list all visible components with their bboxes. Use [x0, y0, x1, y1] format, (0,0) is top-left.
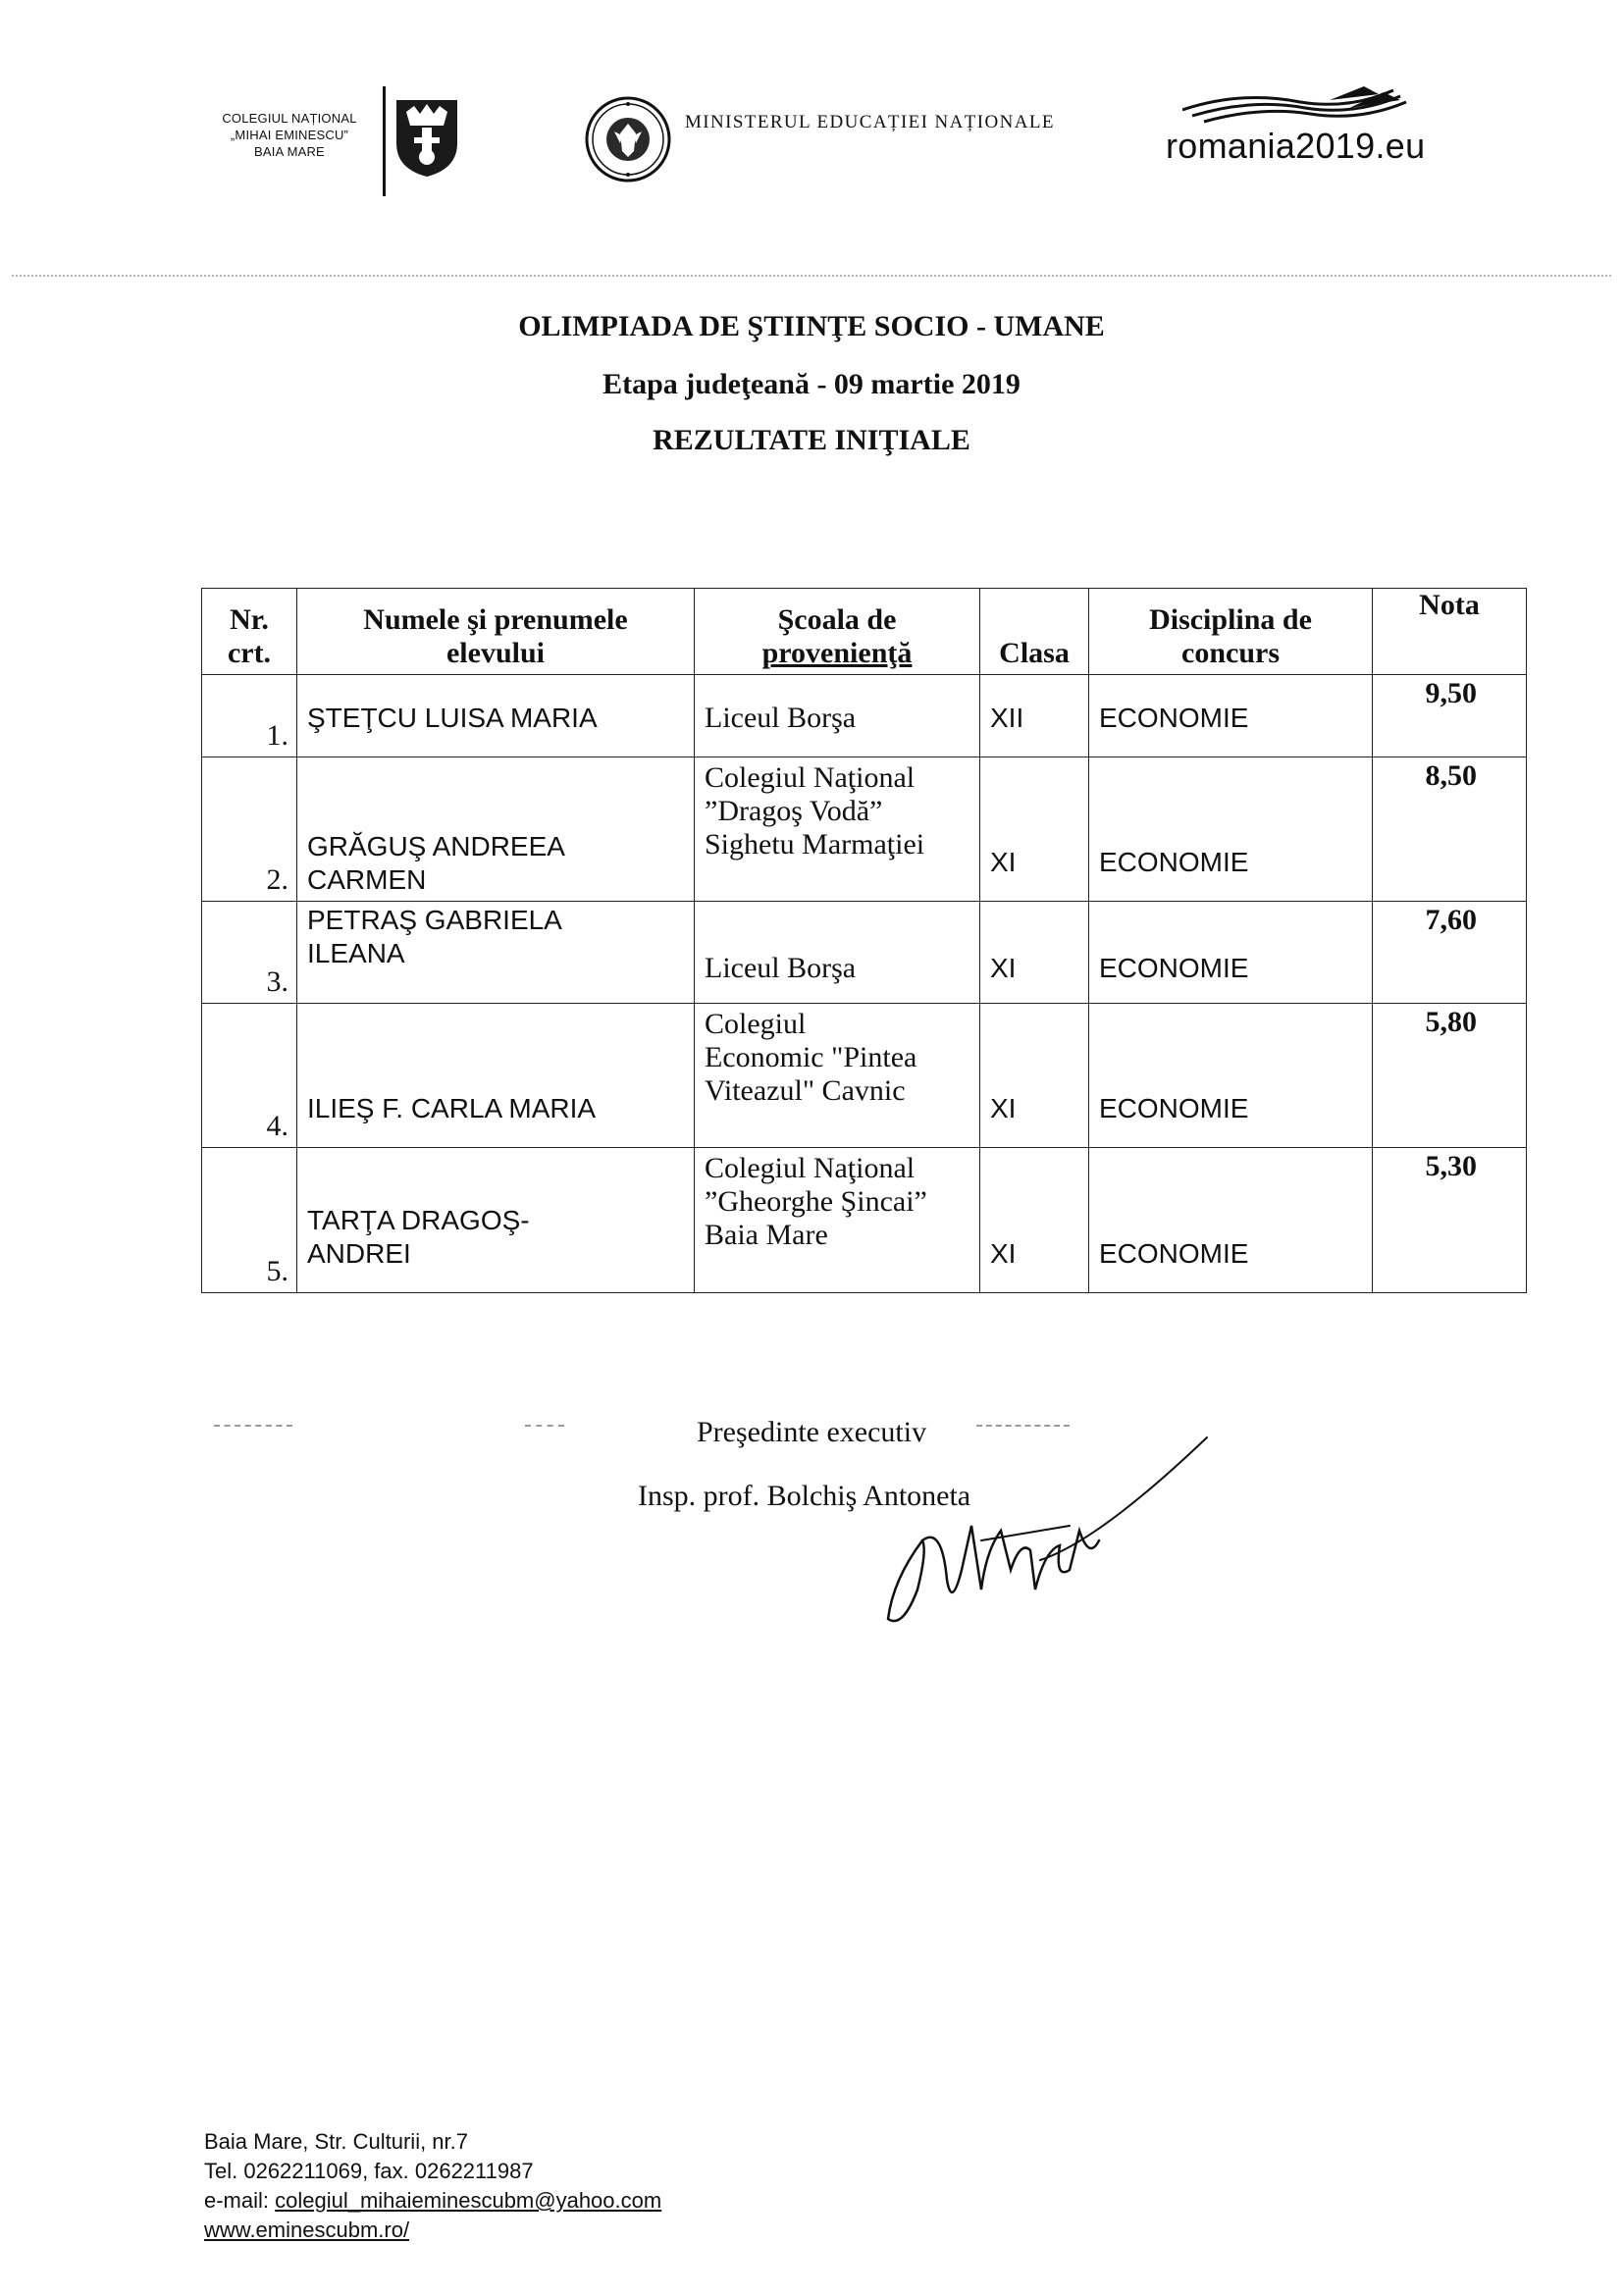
- header-text: crt.: [227, 637, 272, 669]
- table-row: [202, 1148, 1527, 1293]
- student-name-line: ILIEŞ F. CARLA MARIA: [307, 1093, 597, 1123]
- school-of-origin: [695, 757, 980, 902]
- student-name-line: PETRAŞ GABRIELA: [307, 905, 562, 935]
- scan-artifact-line: [976, 1425, 1070, 1427]
- school-line: ”Gheorghe Şincai”: [705, 1185, 927, 1218]
- row-number: 4.: [202, 1004, 297, 1148]
- school-line: ”Dragoş Vodă”: [705, 795, 883, 827]
- column-header-nr: [202, 589, 297, 675]
- scan-artifact-line: [525, 1425, 564, 1427]
- handwritten-signature: [864, 1433, 1217, 1648]
- table-row: [202, 1004, 1527, 1148]
- document-heading: REZULTATE INIŢIALE: [653, 424, 970, 456]
- table-row: [202, 675, 1527, 757]
- header-divider: [383, 86, 386, 196]
- student-name-line: ILEANA: [307, 938, 405, 968]
- discipline: ECONOMIE: [1089, 757, 1373, 902]
- results-table: [201, 588, 1527, 1293]
- footer-email-label: e-mail:: [204, 2188, 276, 2213]
- signatory-name: Insp. prof. Bolchiş Antoneta: [638, 1480, 971, 1512]
- class-grade: XI: [980, 1004, 1089, 1148]
- score: 8,50: [1373, 757, 1527, 902]
- student-name-line: ŞTEŢCU LUISA MARIA: [307, 703, 598, 733]
- row-number: 1.: [202, 675, 297, 757]
- column-header-nota: [1373, 589, 1527, 675]
- signatory-role: Preşedinte executiv: [697, 1416, 927, 1448]
- discipline: ECONOMIE: [1089, 902, 1373, 1004]
- student-name: [297, 757, 695, 902]
- header-text: Nr.: [230, 603, 269, 636]
- document-title: OLIMPIADA DE ŞTIINŢE SOCIO - UMANE: [518, 310, 1105, 342]
- school-crest-icon: [394, 98, 459, 179]
- school-name-line: „MIHAI EMINESCU”: [230, 128, 349, 142]
- school-name-line: BAIA MARE: [254, 144, 325, 159]
- header-text: elevului: [445, 637, 545, 669]
- school-line: Sighetu Marmaţiei: [705, 828, 925, 861]
- header-separator: [12, 275, 1611, 277]
- footer-phone: Tel. 0262211069, fax. 0262211987: [204, 2159, 534, 2183]
- student-name-line: GRĂGUŞ ANDREEA: [307, 831, 565, 861]
- footer-address: Baia Mare, Str. Culturii, nr.7: [204, 2129, 468, 2154]
- romania2019-logo-text: romania2019.eu: [1166, 126, 1426, 166]
- school-line: Viteazul" Cavnic: [705, 1074, 906, 1107]
- score: 7,60: [1373, 902, 1527, 1004]
- column-header-disciplina: [1089, 589, 1373, 675]
- school-name: [206, 110, 373, 160]
- header-text: provenienţă: [761, 637, 913, 669]
- school-name-line: COLEGIUL NAȚIONAL: [222, 111, 357, 126]
- student-name: [297, 1004, 695, 1148]
- header-text: Nota: [1419, 589, 1480, 621]
- school-of-origin: [695, 1004, 980, 1148]
- school-of-origin: [695, 675, 980, 757]
- student-name-line: CARMEN: [307, 864, 427, 895]
- school-of-origin: [695, 1148, 980, 1293]
- table-header-row: [202, 589, 1527, 675]
- score: 5,80: [1373, 1004, 1527, 1148]
- discipline: ECONOMIE: [1089, 1148, 1373, 1293]
- school-line: Colegiul: [705, 1008, 807, 1040]
- row-number: 2.: [202, 757, 297, 902]
- document-subtitle: Etapa judeţeană - 09 martie 2019: [602, 368, 1021, 400]
- student-name-line: ANDREI: [307, 1238, 411, 1269]
- student-name: [297, 675, 695, 757]
- header-text: Numele şi prenumele: [363, 603, 628, 636]
- discipline: ECONOMIE: [1089, 1004, 1373, 1148]
- student-name: [297, 902, 695, 1004]
- scan-artifact-line: [214, 1425, 292, 1427]
- ministry-seal-icon: [585, 96, 671, 183]
- ministry-name: MINISTERUL EDUCAȚIEI NAȚIONALE: [685, 112, 1055, 132]
- column-header-nume: [297, 589, 695, 675]
- romania2019-logo-icon: [1182, 80, 1408, 130]
- header-text: Disciplina de: [1149, 603, 1312, 636]
- table-row: [202, 757, 1527, 902]
- student-name: [297, 1148, 695, 1293]
- score: 5,30: [1373, 1148, 1527, 1293]
- school-of-origin: [695, 902, 980, 1004]
- footer-email-row: [204, 2186, 661, 2216]
- class-grade: XI: [980, 1148, 1089, 1293]
- row-number: 3.: [202, 902, 297, 1004]
- class-grade: XII: [980, 675, 1089, 757]
- school-line: Economic "Pintea: [705, 1041, 917, 1073]
- student-name-line: TARŢA DRAGOŞ-: [307, 1205, 530, 1235]
- class-grade: XI: [980, 902, 1089, 1004]
- school-line: Liceul Borşa: [705, 702, 857, 734]
- discipline: ECONOMIE: [1089, 675, 1373, 757]
- header-text: concurs: [1181, 637, 1280, 669]
- website-link[interactable]: www.eminescubm.ro/: [204, 2218, 410, 2242]
- email-link[interactable]: colegiul_mihaieminescubm@yahoo.com: [275, 2188, 662, 2213]
- column-header-clasa: [980, 589, 1089, 675]
- header-text: Şcoala de: [777, 603, 897, 636]
- class-grade: XI: [980, 757, 1089, 902]
- school-line: Colegiul Naţional: [705, 761, 916, 794]
- school-line: Liceul Borşa: [705, 952, 857, 984]
- row-number: 5.: [202, 1148, 297, 1293]
- footer-contact: [204, 2127, 661, 2245]
- score: 9,50: [1373, 675, 1527, 757]
- table-row: [202, 902, 1527, 1004]
- column-header-scoala: [695, 589, 980, 675]
- header-text: Clasa: [999, 637, 1070, 669]
- school-line: Baia Mare: [705, 1219, 828, 1251]
- school-line: Colegiul Naţional: [705, 1152, 916, 1184]
